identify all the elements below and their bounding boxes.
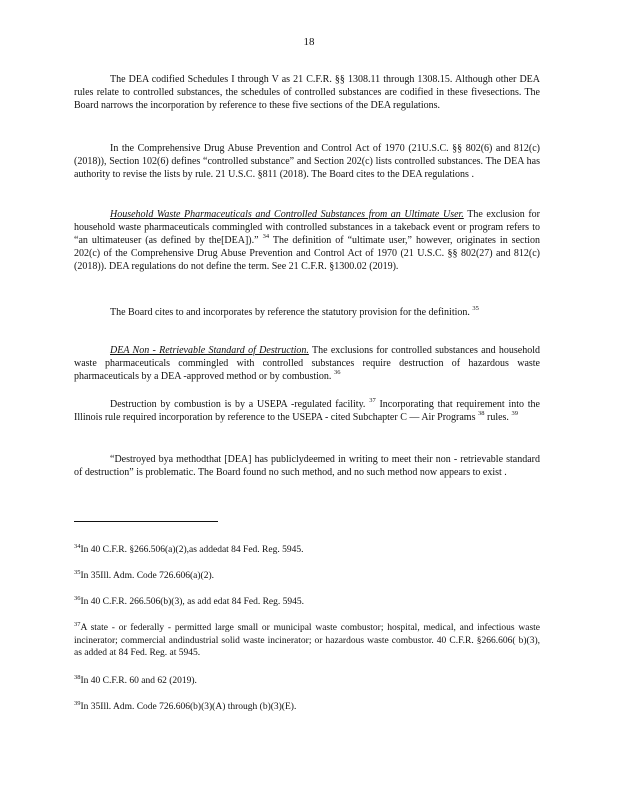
footnote-ref[interactable]: 37	[369, 397, 376, 404]
footnote-ref[interactable]: 39	[511, 410, 518, 417]
paragraph-text-a: Destruction by combustion is by a USEPA -regulated facility.	[110, 399, 366, 410]
footnote-number: 37	[74, 621, 81, 628]
footnote-number: 35	[74, 569, 81, 576]
paragraph-text	[74, 208, 540, 273]
footnote-35	[74, 570, 540, 583]
paragraph-text	[74, 398, 540, 424]
footnote-39	[74, 701, 540, 714]
paragraph-text-a: The exclusion for household waste pharmaceuticals commingled with controlled substances in a takeback event or program refers to “an ultimateuser (as defined by the[DEA]).”	[74, 209, 540, 246]
footnote-ref[interactable]: 35	[472, 305, 479, 312]
section-heading: Household Waste Pharmaceuticals and Controlled Substances from an Ultimate User.	[110, 209, 464, 220]
paragraph-text-c: rules.	[486, 412, 509, 423]
footnote-number: 38	[74, 674, 81, 681]
paragraph-text	[74, 344, 540, 383]
paragraph-comprehensive-act	[74, 142, 540, 181]
paragraph-text-b: The definition of “ultimate user,” however, originates in section 202(c) of the Comprehensive Drug Abuse Prevention and Control Act of 1970 (21 U.S.C. §§ 802(27) and 812(c) (2018)). DEA regulations do not define the term. See 21 C.F.R. §1300.02 (2019).	[74, 235, 541, 272]
paragraph-text-b: Incorporating that requirement into the Illinois rule required incorporation by reference to the USEPA - cited Subchapter C — Air Programs	[74, 399, 540, 423]
footnote-38	[74, 675, 540, 688]
footnote-text: A state - or federally - permitted large small or municipal waste combustor; hospital, medical, and infectious waste incinerator; commercial andindustrial solid waste incinerator; or hazardous waste combustor. 40 C.F.R. §266.606( b)(3), as added at 84 Fed. Reg. at 5945.	[74, 623, 540, 658]
paragraph-text	[74, 306, 540, 319]
footnote-number: 36	[74, 595, 81, 602]
footnote-text: In 35Ill. Adm. Code 726.606(b)(3)(A) through (b)(3)(E).	[80, 702, 297, 712]
paragraph-board-cites	[74, 306, 540, 319]
paragraph-text-a: The exclusions for controlled substances and household waste pharmaceuticals commingled with controlled substances require destruction of hazardous waste pharmaceuticals by a DEA -approved method or by combustion.	[74, 345, 540, 382]
paragraph-non-retrievable	[74, 344, 540, 383]
footnote-number: 34	[74, 543, 81, 550]
footnote-divider	[74, 521, 218, 522]
footnote-34	[74, 544, 540, 557]
footnote-ref[interactable]: 34	[262, 233, 270, 240]
paragraph-text: “Destroyed bya methodthat [DEA] has publiclydeemed in writing to meet their non - retrievable standard of destruction” is problematic. The Board found no such method, and no such method now appears to exist .	[74, 454, 540, 478]
footnote-text: In 35Ill. Adm. Code 726.606(a)(2).	[80, 571, 215, 581]
footnote-text: In 40 C.F.R. 266.506(b)(3), as add edat 84 Fed. Reg. 5945.	[80, 597, 305, 607]
footnote-ref[interactable]: 36	[333, 369, 341, 376]
footnote-number: 39	[74, 700, 81, 707]
section-heading: DEA Non - Retrievable Standard of Destruction.	[110, 345, 309, 356]
paragraph-dea-schedules	[74, 73, 540, 112]
paragraph-ultimate-user	[74, 208, 540, 273]
paragraph-text: In the Comprehensive Drug Abuse Prevention and Control Act of 1970 (21U.S.C. §§ 802(6) and 812(c) (2018)), Section 102(6) defines “controlled substance” and Section 202(c) lists controlled substances. The DEA has authority to revise the lists by rule. 21 U.S.C. §811 (2018). The Board cites to the DEA regulations .	[74, 143, 540, 180]
paragraph-destruction-combustion	[74, 398, 540, 424]
footnote-36	[74, 596, 540, 609]
paragraph-text: The DEA codified Schedules I through V as 21 C.F.R. §§ 1308.11 through 1308.15. Although other DEA rules relate to controlled substances, the schedules of controlled substances are codified in these fivesections. The Board narrows the incorporation by reference to these five sections of the DEA regulations.	[74, 74, 540, 111]
paragraph-destroyed-method	[74, 453, 540, 479]
footnote-text: In 40 C.F.R. 60 and 62 (2019).	[80, 676, 197, 686]
footnote-ref[interactable]: 38	[477, 410, 485, 417]
paragraph-text-a: The Board cites to and incorporates by reference the statutory provision for the definition.	[110, 307, 470, 318]
footnote-text: In 40 C.F.R. §266.506(a)(2),as addedat 84 Fed. Reg. 5945.	[80, 545, 304, 555]
footnote-37	[74, 622, 540, 660]
page-number: 18	[303, 36, 315, 48]
